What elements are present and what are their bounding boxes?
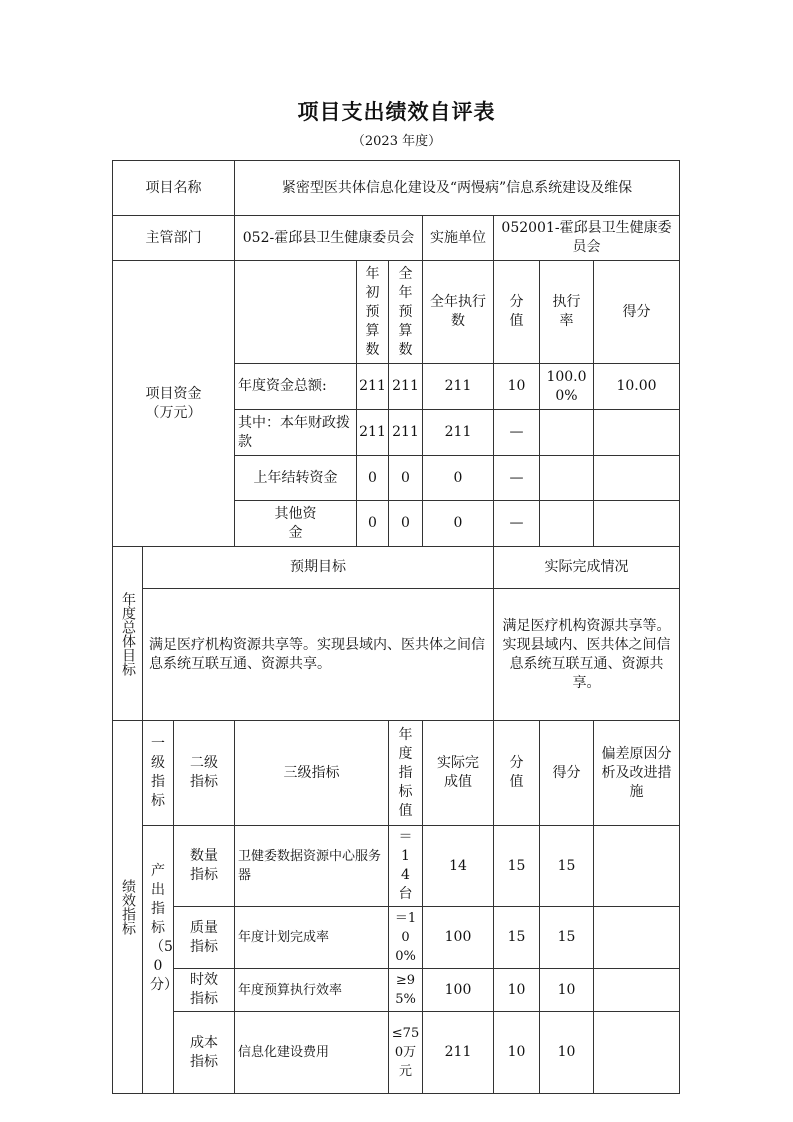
level2-header [174, 721, 235, 826]
reason-header [594, 721, 680, 826]
reason-cell [594, 969, 680, 1012]
actual-cell: 100 [423, 907, 494, 969]
funds-header-row [113, 261, 680, 364]
goals-header-row [113, 547, 680, 589]
department-value: 052-霍邱县卫生健康委员会 [235, 216, 423, 261]
funds-rate [540, 364, 594, 410]
department-row [113, 216, 680, 261]
funds-exec: 211 [423, 364, 494, 410]
project-name-label: 项目名称 [113, 161, 235, 216]
indicator-row [113, 969, 680, 1012]
funds-score [594, 501, 680, 547]
initial-budget-header [357, 261, 389, 364]
indicator-header-row [113, 721, 680, 826]
level2-cell [174, 907, 235, 969]
actual-header-text: 实际完成值 [437, 755, 479, 790]
level2-text: 时效指标 [190, 972, 218, 1007]
funds-weight: 10 [494, 364, 540, 410]
weight-cell: 10 [494, 1012, 540, 1094]
goals-label [113, 547, 143, 721]
level1-header-text: 一级指标 [151, 736, 165, 809]
target-text: ≤750万元 [391, 1026, 420, 1079]
funds-exec: 0 [423, 501, 494, 547]
indicators-label-text: 绩效指标 [120, 879, 136, 935]
performance-table [112, 160, 680, 1094]
weight-cell: 15 [494, 826, 540, 907]
reason-cell [594, 907, 680, 969]
funds-row-label-text: 其他资金 [274, 505, 317, 541]
exec-rate-header [540, 261, 594, 364]
level2-text: 成本指标 [190, 1034, 218, 1070]
funds-initial: 211 [357, 410, 389, 456]
weight-header [494, 261, 540, 364]
target-text: ＝14台 [398, 829, 413, 902]
goals-label-text: 年度总体目标 [120, 591, 136, 676]
goals-content-row [113, 589, 680, 721]
full-year-budget-header-text: 全年预算数 [398, 265, 413, 358]
level3-header: 三级指标 [235, 721, 389, 826]
actual-cell: 211 [423, 1012, 494, 1094]
funds-full: 0 [389, 456, 423, 501]
funds-score: 10.00 [594, 364, 680, 410]
level2-header-text: 二级指标 [190, 755, 218, 790]
project-name-value: 紧密型医共体信息化建设及“两慢病”信息系统建设及维保 [235, 161, 680, 216]
level1-header [143, 721, 174, 826]
reason-cell [594, 826, 680, 907]
funds-rate-text: 100.00% [546, 368, 587, 404]
actual-cell: 14 [423, 826, 494, 907]
funds-blank-header [235, 261, 357, 364]
funds-initial: 0 [357, 456, 389, 501]
score-cell: 10 [540, 1012, 594, 1094]
reason-cell [594, 1012, 680, 1094]
funds-rate [540, 456, 594, 501]
actual-cell: 100 [423, 969, 494, 1012]
target-header [389, 721, 423, 826]
funds-weight: — [494, 456, 540, 501]
level2-cell [174, 969, 235, 1012]
target-text: ≥95% [395, 973, 416, 1007]
expected-goal-header: 预期目标 [143, 547, 494, 589]
output-indicator-label-text: 产出指标（50分） [150, 863, 178, 993]
funds-weight: — [494, 501, 540, 547]
weight-header [494, 721, 540, 826]
level2-text: 质量指标 [190, 919, 218, 955]
department-label: 主管部门 [113, 216, 235, 261]
score-cell: 10 [540, 969, 594, 1012]
level2-cell [174, 1012, 235, 1094]
funds-rate [540, 410, 594, 456]
funds-exec: 211 [423, 410, 494, 456]
implementing-unit-label: 实施单位 [423, 216, 494, 261]
level3-cell: 信息化建设费用 [235, 1012, 389, 1094]
funds-full: 211 [389, 364, 423, 410]
level3-cell: 卫健委数据资源中心服务器 [235, 826, 389, 907]
level3-cell: 年度计划完成率 [235, 907, 389, 969]
level2-cell [174, 826, 235, 907]
funds-row-label: 上年结转资金 [235, 456, 357, 501]
page-title: 项目支出绩效自评表 [297, 99, 496, 124]
indicator-row [113, 1012, 680, 1094]
indicator-row [113, 826, 680, 907]
funds-full: 0 [389, 501, 423, 547]
weight-cell: 10 [494, 969, 540, 1012]
level2-text: 数量指标 [190, 848, 218, 883]
score-cell: 15 [540, 826, 594, 907]
indicator-row [113, 907, 680, 969]
funds-score [594, 456, 680, 501]
target-cell [389, 1012, 423, 1094]
project-name-row [113, 161, 680, 216]
score-cell: 15 [540, 907, 594, 969]
actual-result-text: 满足医疗机构资源共享等。实现县域内、医共体之间信息系统互联互通、资源共享。 [494, 589, 680, 721]
funds-initial: 211 [357, 364, 389, 410]
funds-full: 211 [389, 410, 423, 456]
target-cell [389, 907, 423, 969]
actual-header [423, 721, 494, 826]
weight-header-text: 分值 [509, 755, 524, 790]
target-cell [389, 969, 423, 1012]
target-text: ＝100% [394, 911, 417, 964]
actual-result-header: 实际完成情况 [494, 547, 680, 589]
funds-label [113, 261, 235, 547]
implementing-unit-value: 052001-霍邱县卫生健康委员会 [494, 216, 680, 261]
page-subtitle: （2023 年度） [351, 134, 442, 149]
funds-weight: — [494, 410, 540, 456]
funds-rate [540, 501, 594, 547]
score-header: 得分 [594, 261, 680, 364]
level3-cell: 年度预算执行效率 [235, 969, 389, 1012]
weight-header-text: 分值 [509, 294, 524, 329]
executed-header-text: 全年执行数 [430, 294, 486, 329]
expected-goal-text: 满足医疗机构资源共享等。实现县域内、医共体之间信息系统互联互通、资源共享。 [143, 589, 494, 721]
funds-label-text: 项目资金（万元） [145, 385, 202, 421]
target-header-text: 年度指标值 [398, 726, 413, 819]
target-cell [389, 826, 423, 907]
exec-rate-header-text: 执行率 [552, 294, 581, 329]
score-header: 得分 [540, 721, 594, 826]
funds-row-label: 其中：本年财政拨款 [235, 410, 357, 456]
executed-header [423, 261, 494, 364]
funds-row-label: 年度资金总额: [235, 364, 357, 410]
funds-exec: 0 [423, 456, 494, 501]
funds-initial: 0 [357, 501, 389, 547]
initial-budget-header-text: 年初预算数 [365, 265, 380, 358]
funds-score [594, 410, 680, 456]
weight-cell: 15 [494, 907, 540, 969]
full-year-budget-header [389, 261, 423, 364]
indicators-label [113, 721, 143, 1094]
reason-header-text: 偏差原因分析及改进措施 [601, 745, 672, 800]
output-indicator-label [143, 826, 178, 1094]
funds-row-label [235, 501, 357, 547]
